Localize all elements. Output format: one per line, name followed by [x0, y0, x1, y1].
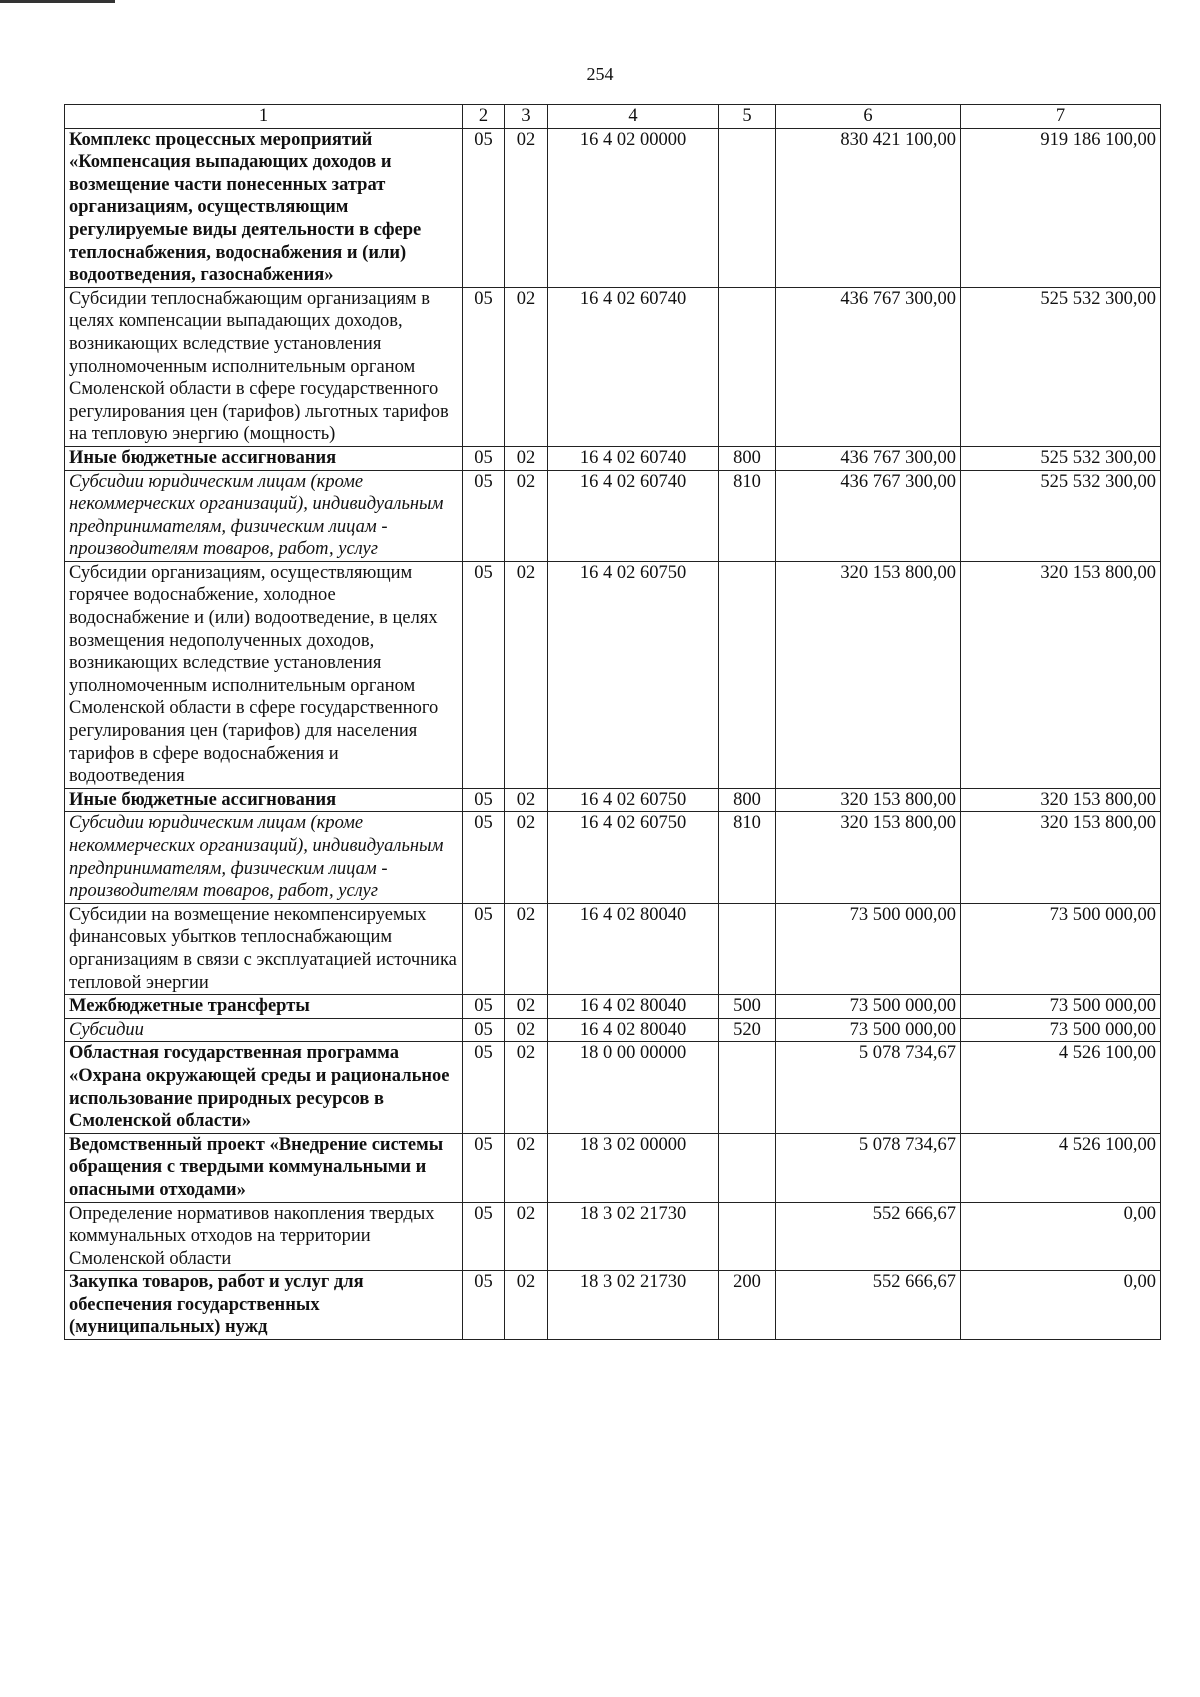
target-article-cell: 18 3 02 21730 — [548, 1202, 719, 1271]
section-code-cell: 05 — [463, 1018, 505, 1042]
amount-year2-cell: 320 153 800,00 — [961, 561, 1161, 788]
amount-year1-cell: 5 078 734,67 — [776, 1042, 961, 1133]
target-article-cell: 16 4 02 80040 — [548, 903, 719, 994]
table-row — [65, 446, 1161, 470]
row-name-cell: Межбюджетные трансферты — [65, 995, 463, 1019]
amount-year2-cell: 4 526 100,00 — [961, 1042, 1161, 1133]
column-header: 4 — [548, 105, 719, 129]
section-code-cell: 05 — [463, 470, 505, 561]
subsection-code-cell: 02 — [505, 446, 548, 470]
expense-type-cell — [719, 561, 776, 788]
section-code-cell: 05 — [463, 1042, 505, 1133]
table-row — [65, 287, 1161, 446]
budget-table — [64, 104, 1161, 1340]
row-name-cell: Определение нормативов накопления твердых коммунальных отходов на территории Смоленской области — [65, 1202, 463, 1271]
subsection-code-cell: 02 — [505, 788, 548, 812]
target-article-cell: 18 3 02 21730 — [548, 1271, 719, 1340]
expense-type-cell — [719, 1202, 776, 1271]
target-article-cell: 16 4 02 60750 — [548, 561, 719, 788]
table-row — [65, 788, 1161, 812]
column-header: 7 — [961, 105, 1161, 129]
table-row — [65, 1042, 1161, 1133]
amount-year2-cell: 0,00 — [961, 1271, 1161, 1340]
expense-type-cell: 200 — [719, 1271, 776, 1340]
expense-type-cell — [719, 287, 776, 446]
subsection-code-cell: 02 — [505, 287, 548, 446]
section-code-cell: 05 — [463, 903, 505, 994]
amount-year2-cell: 4 526 100,00 — [961, 1133, 1161, 1202]
table-row — [65, 1202, 1161, 1271]
expense-type-cell: 800 — [719, 788, 776, 812]
section-code-cell: 05 — [463, 287, 505, 446]
expense-type-cell — [719, 1042, 776, 1133]
subsection-code-cell: 02 — [505, 1202, 548, 1271]
page-number: 254 — [586, 64, 614, 84]
row-name-cell: Ведомственный проект «Внедрение системы обращения с твердыми коммунальными и опасными отходами» — [65, 1133, 463, 1202]
column-header: 2 — [463, 105, 505, 129]
subsection-code-cell: 02 — [505, 812, 548, 903]
column-header: 3 — [505, 105, 548, 129]
amount-year1-cell: 73 500 000,00 — [776, 903, 961, 994]
target-article-cell: 16 4 02 60740 — [548, 446, 719, 470]
section-code-cell: 05 — [463, 1271, 505, 1340]
amount-year1-cell: 5 078 734,67 — [776, 1133, 961, 1202]
subsection-code-cell: 02 — [505, 470, 548, 561]
expense-type-cell — [719, 1133, 776, 1202]
subsection-code-cell: 02 — [505, 903, 548, 994]
amount-year1-cell: 436 767 300,00 — [776, 446, 961, 470]
amount-year2-cell: 0,00 — [961, 1202, 1161, 1271]
amount-year2-cell: 525 532 300,00 — [961, 287, 1161, 446]
target-article-cell: 16 4 02 60740 — [548, 287, 719, 446]
amount-year1-cell: 73 500 000,00 — [776, 1018, 961, 1042]
section-code-cell: 05 — [463, 812, 505, 903]
column-header: 6 — [776, 105, 961, 129]
amount-year2-cell: 320 153 800,00 — [961, 788, 1161, 812]
row-name-cell: Иные бюджетные ассигнования — [65, 446, 463, 470]
section-code-cell: 05 — [463, 788, 505, 812]
target-article-cell: 16 4 02 60740 — [548, 470, 719, 561]
amount-year2-cell: 73 500 000,00 — [961, 995, 1161, 1019]
subsection-code-cell: 02 — [505, 1271, 548, 1340]
target-article-cell: 18 3 02 00000 — [548, 1133, 719, 1202]
section-code-cell: 05 — [463, 1202, 505, 1271]
scan-edge-mark — [0, 0, 115, 3]
row-name-cell: Субсидии организациям, осуществляющим горячее водоснабжение, холодное водоснабжение и (или) водоотведение, в целях возмещения недополученных доходов, возникающих вследствие установления уполномоченным исполнительным органом Смоленской области в сфере государственного регулирования цен (тарифов) для населения тарифов в сфере водоснабжения и водоотведения — [65, 561, 463, 788]
table-header-row — [65, 105, 1161, 129]
expense-type-cell: 800 — [719, 446, 776, 470]
table-row — [65, 1133, 1161, 1202]
subsection-code-cell: 02 — [505, 995, 548, 1019]
table-row — [65, 1018, 1161, 1042]
amount-year1-cell: 320 153 800,00 — [776, 561, 961, 788]
target-article-cell: 16 4 02 80040 — [548, 1018, 719, 1042]
row-name-cell: Субсидии юридическим лицам (кроме некоммерческих организаций), индивидуальным предпринимателям, физическим лицам - производителям товаров, работ, услуг — [65, 812, 463, 903]
subsection-code-cell: 02 — [505, 1133, 548, 1202]
table-row — [65, 903, 1161, 994]
amount-year2-cell: 525 532 300,00 — [961, 446, 1161, 470]
subsection-code-cell: 02 — [505, 1042, 548, 1133]
row-name-cell: Иные бюджетные ассигнования — [65, 788, 463, 812]
amount-year1-cell: 552 666,67 — [776, 1271, 961, 1340]
section-code-cell: 05 — [463, 1133, 505, 1202]
expense-type-cell: 520 — [719, 1018, 776, 1042]
table-row — [65, 1271, 1161, 1340]
table-row — [65, 812, 1161, 903]
expense-type-cell: 810 — [719, 812, 776, 903]
target-article-cell: 16 4 02 80040 — [548, 995, 719, 1019]
column-header: 5 — [719, 105, 776, 129]
row-name-cell: Субсидии юридическим лицам (кроме некоммерческих организаций), индивидуальным предпринимателям, физическим лицам - производителям товаров, работ, услуг — [65, 470, 463, 561]
target-article-cell: 16 4 02 00000 — [548, 128, 719, 287]
amount-year1-cell: 552 666,67 — [776, 1202, 961, 1271]
row-name-cell: Комплекс процессных мероприятий «Компенсация выпадающих доходов и возмещение части понесенных затрат организациям, осуществляющим регулируемые виды деятельности в сфере теплоснабжения, водоснабжения и (или) водоотведения, газоснабжения» — [65, 128, 463, 287]
amount-year1-cell: 73 500 000,00 — [776, 995, 961, 1019]
expense-type-cell — [719, 128, 776, 287]
section-code-cell: 05 — [463, 995, 505, 1019]
amount-year2-cell: 525 532 300,00 — [961, 470, 1161, 561]
table-row — [65, 128, 1161, 287]
section-code-cell: 05 — [463, 128, 505, 287]
target-article-cell: 16 4 02 60750 — [548, 788, 719, 812]
amount-year2-cell: 73 500 000,00 — [961, 903, 1161, 994]
row-name-cell: Субсидии теплоснабжающим организациям в целях компенсации выпадающих доходов, возникающих вследствие установления уполномоченным исполнительным органом Смоленской области в сфере государственного регулирования цен (тарифов) льготных тарифов на тепловую энергию (мощность) — [65, 287, 463, 446]
table-row — [65, 561, 1161, 788]
row-name-cell: Субсидии — [65, 1018, 463, 1042]
subsection-code-cell: 02 — [505, 128, 548, 287]
amount-year2-cell: 73 500 000,00 — [961, 1018, 1161, 1042]
section-code-cell: 05 — [463, 446, 505, 470]
amount-year2-cell: 320 153 800,00 — [961, 812, 1161, 903]
amount-year1-cell: 830 421 100,00 — [776, 128, 961, 287]
amount-year1-cell: 436 767 300,00 — [776, 287, 961, 446]
expense-type-cell — [719, 903, 776, 994]
table-row — [65, 995, 1161, 1019]
column-header: 1 — [65, 105, 463, 129]
amount-year1-cell: 320 153 800,00 — [776, 788, 961, 812]
subsection-code-cell: 02 — [505, 561, 548, 788]
amount-year1-cell: 320 153 800,00 — [776, 812, 961, 903]
table-row — [65, 470, 1161, 561]
expense-type-cell: 810 — [719, 470, 776, 561]
amount-year1-cell: 436 767 300,00 — [776, 470, 961, 561]
subsection-code-cell: 02 — [505, 1018, 548, 1042]
row-name-cell: Областная государственная программа «Охрана окружающей среды и рациональное использование природных ресурсов в Смоленской области» — [65, 1042, 463, 1133]
row-name-cell: Закупка товаров, работ и услуг для обеспечения государственных (муниципальных) нужд — [65, 1271, 463, 1340]
amount-year2-cell: 919 186 100,00 — [961, 128, 1161, 287]
row-name-cell: Субсидии на возмещение некомпенсируемых финансовых убытков теплоснабжающим организациям в связи с эксплуатацией источника тепловой энергии — [65, 903, 463, 994]
expense-type-cell: 500 — [719, 995, 776, 1019]
section-code-cell: 05 — [463, 561, 505, 788]
target-article-cell: 18 0 00 00000 — [548, 1042, 719, 1133]
target-article-cell: 16 4 02 60750 — [548, 812, 719, 903]
